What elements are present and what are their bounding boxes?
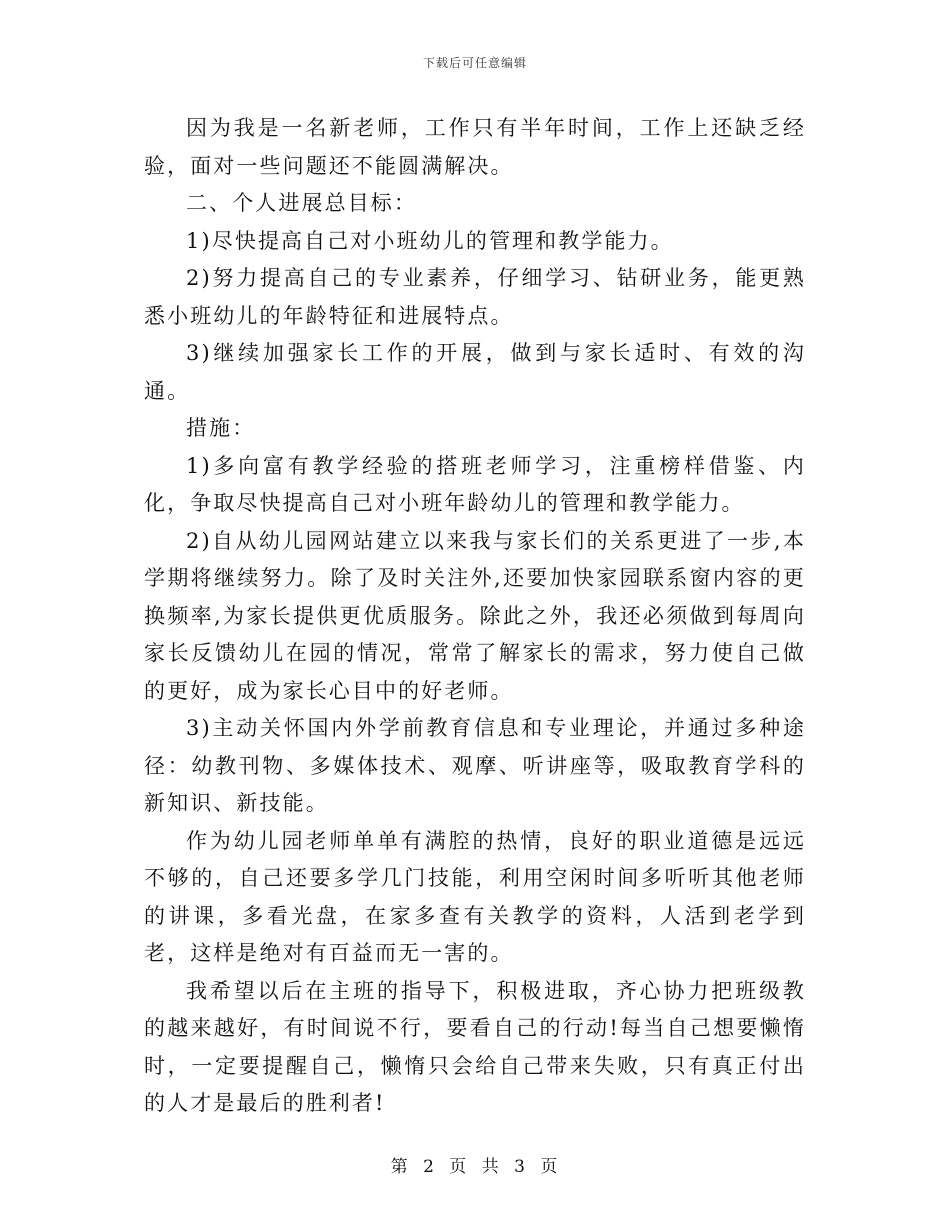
- page-header: 下载后可任意编辑: [422, 56, 527, 70]
- paragraph-intro: 因为我是一名新老师，工作只有半年时间，工作上还缺乏经验，面对一些问题还不能圆满解决。: [144, 116, 806, 178]
- goal-item-2: 2)努力提高自己的专业素养，仔细学习、钻研业务，能更熟悉小班幼儿的年龄特征和进展特点。: [144, 266, 806, 328]
- paragraph-conclusion: 我希望以后在主班的指导下，积极进取，齐心协力把班级教的越来越好，有时间说不行，要看自己的行动!每当自己想要懒惰时，一定要提醒自己，懒惰只会给自己带来失败，只有真正付出的人才是最后的胜利者!: [144, 978, 806, 1115]
- measure-item-1: 1)多向富有教学经验的搭班老师学习，注重榜样借鉴、内化，争取尽快提高自己对小班年龄幼儿的管理和教学能力。: [144, 453, 806, 515]
- measure-item-2: 2)自从幼儿园网站建立以来我与家长们的关系更进了一步,本学期将继续努力。除了及时关注外,还要加快家园联系窗内容的更换频率,为家长提供更优质服务。除此之外，我还必须做到每周向家长反馈幼儿在园的情况，常常了解家长的需求，努力使自己做的更好，成为家长心目中的好老师。: [144, 528, 806, 703]
- goal-item-1: 1)尽快提高自己对小班幼儿的管理和教学能力。: [186, 228, 674, 253]
- measure-item-3: 3)主动关怀国内外学前教育信息和专业理论，并通过多种途径：幼教刊物、多媒体技术、观摩、听讲座等，吸取教育学科的新知识、新技能。: [144, 716, 806, 815]
- section-heading-measures: 措施：: [186, 416, 256, 440]
- goal-item-3: 3)继续加强家长工作的开展，做到与家长适时、有效的沟通。: [144, 341, 806, 403]
- paragraph-reflection: 作为幼儿园老师单单有满腔的热情，良好的职业道德是远远不够的，自己还要多学几门技能，利用空闲时间多听听其他老师的讲课，多看光盘，在家多查有关教学的资料，人活到老学到老，这样是绝对有百益而无一害的。: [144, 828, 806, 965]
- page-number-footer: 第 2 页 共 3 页: [390, 1157, 560, 1177]
- section-heading-goals: 二、个人进展总目标：: [186, 191, 417, 215]
- document-body: [144, 110, 806, 1123]
